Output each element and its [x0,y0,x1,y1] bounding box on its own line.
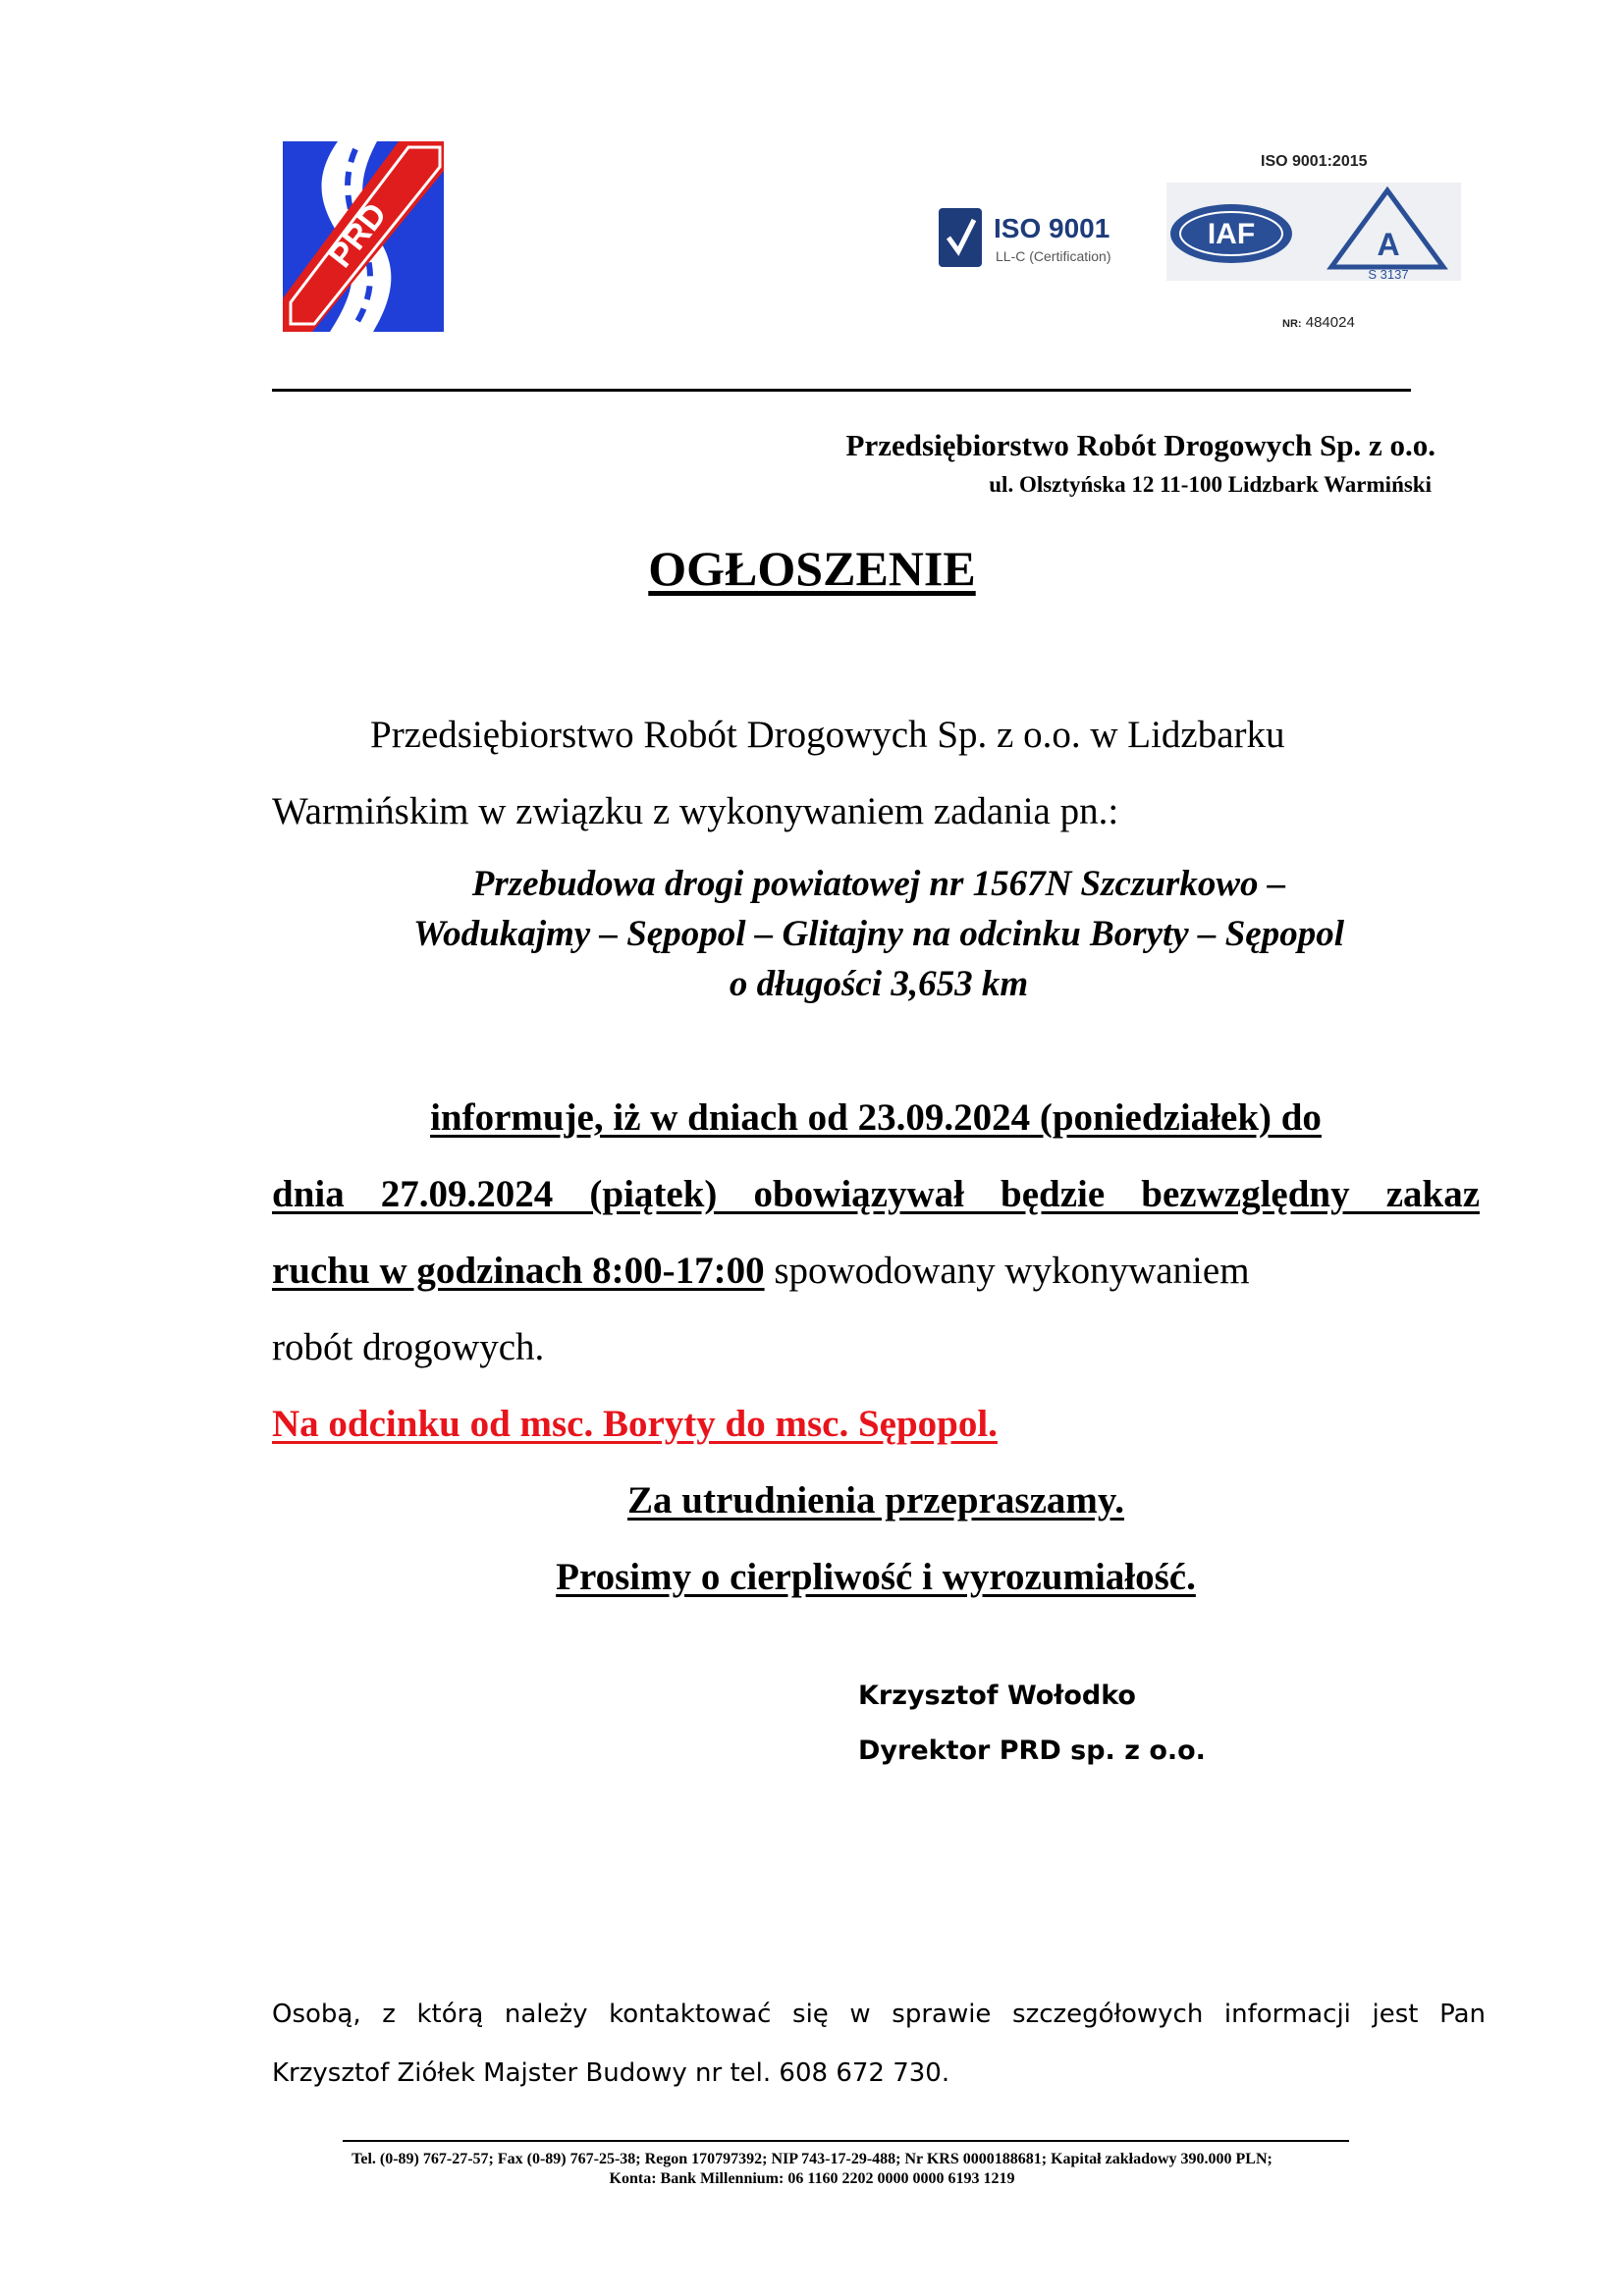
cert-number-label: NR: [1282,318,1302,330]
company-name: Przedsiębiorstwo Robót Drogowych Sp. z o.o. [845,428,1435,462]
info-line-1: informuje, iż w dniach od 23.09.2024 (poniedziałek) do [430,1096,1322,1139]
patience-line: Prosimy o cierpliwość i wyrozumiałość. [556,1556,1196,1598]
svg-text:PRD: PRD [321,195,395,275]
info-line-2: dnia 27.09.2024 (piątek) obowiązywał będzie bezwzględny zakaz [272,1173,1480,1215]
section-note: Na odcinku od msc. Boryty do msc. Sępopol. [272,1403,998,1445]
footer-line-1: Tel. (0-89) 767-27-57; Fax (0-89) 767-25-38; Regon 170797392; NIP 743-17-29-488; Nr KRS 0000188681; Kapitał zakładowy 390.000 PLN; [352,2151,1272,2167]
intro-line-2: Warmińskim w związku z wykonywaniem zadania pn.: [272,790,1119,832]
contact-line-1: Osobą, z którą należy kontaktować się w sprawie szczegółowych informacji jest Pan [272,2000,1486,2029]
iaf-text: IAF [1207,218,1256,250]
intro-paragraph [272,697,1431,850]
document-title: OGŁOSZENIE [648,541,976,596]
info-paragraph [272,1080,1480,1616]
footer [0,2150,1624,2189]
task-line-3: o długości 3,653 km [729,964,1029,1004]
cert-number [1282,314,1355,331]
signature-block [858,1669,1206,1779]
iaf-certificate [1166,153,1461,330]
signer-title: Dyrektor PRD sp. z o.o. [858,1735,1206,1766]
prd-logo [283,141,444,332]
footer-divider [343,2140,1349,2142]
signer-name: Krzysztof Wołodko [858,1681,1136,1711]
intro-line-1: Przedsiębiorstwo Robót Drogowych Sp. z o.o. w Lidzbarku [370,714,1285,756]
iaf-logo-area [1166,183,1461,281]
footer-line-2: Konta: Bank Millennium: 06 1160 2202 0000 0000 6193 1219 [609,2170,1015,2187]
cert-number-value: 484024 [1305,314,1355,331]
info-line-4: robót drogowych. [272,1326,545,1368]
header-divider [272,389,1411,392]
company-header [846,424,1435,503]
iaf-cert-code: S 3137 [1368,267,1409,281]
company-address: ul. Olsztyńska 12 11-100 Lidzbark Warmiński [989,472,1432,497]
iso-9001-badge [937,204,1143,269]
task-line-2: Wodukajmy – Sępopol – Glitajny na odcinku Boryty – Sępopol [413,914,1344,954]
apology-line: Za utrudnienia przepraszamy. [627,1479,1124,1522]
task-name [236,859,1522,1009]
contact-line-2: Krzysztof Ziółek Majster Budowy nr tel. 608 672 730. [272,2058,950,2088]
info-line-3-rest: spowodowany wykonywaniem [764,1250,1250,1292]
iso-badge-subtitle: LL-C (Certification) [996,248,1111,264]
iso-badge-title: ISO 9001 [994,213,1110,243]
info-line-3-bold: ruchu w godzinach 8:00-17:00 [272,1250,765,1292]
iso-standard-label: ISO 9001:2015 [1261,153,1368,170]
contact-info [272,1985,1486,2103]
task-line-1: Przebudowa drogi powiatowej nr 1567N Szczurkowo – [471,864,1286,904]
svg-text:A: A [1377,227,1400,262]
